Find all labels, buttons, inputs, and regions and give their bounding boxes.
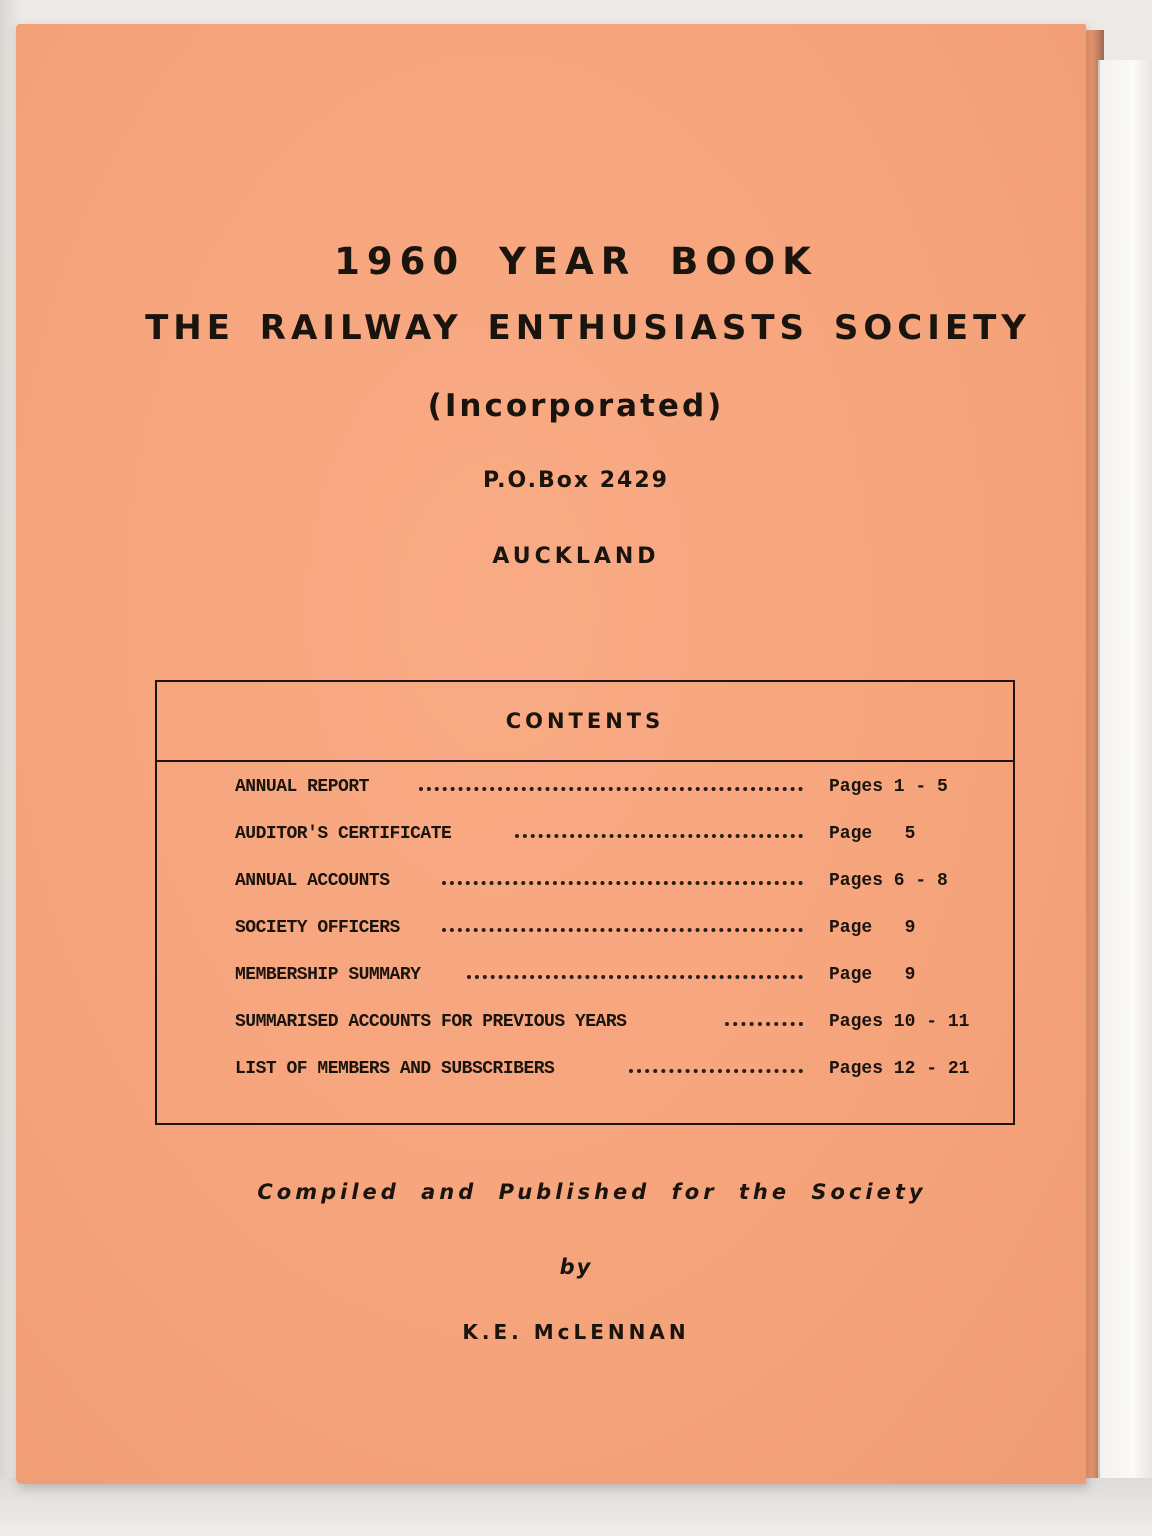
contents-box — [155, 680, 1015, 1125]
leader-dots — [467, 971, 803, 979]
entry-pages: Page 5 — [829, 824, 916, 844]
city: AUCKLAND — [492, 544, 660, 569]
incorporated-label: (Incorporated) — [427, 388, 725, 424]
surface-background — [0, 1478, 1152, 1536]
list-item — [157, 1059, 1013, 1106]
entry-label: SOCIETY OFFICERS — [235, 918, 400, 938]
entry-label: SUMMARISED ACCOUNTS FOR PREVIOUS YEARS — [235, 1012, 627, 1032]
entry-pages: Pages 12 - 21 — [829, 1059, 970, 1079]
leader-dots — [725, 1018, 803, 1026]
entry-pages: Pages 1 - 5 — [829, 777, 948, 797]
leader-dots — [442, 924, 803, 932]
author-name: K.E. McLENNAN — [462, 1320, 690, 1344]
list-item — [157, 918, 1013, 965]
leader-dots — [629, 1065, 803, 1073]
society-name: THE RAILWAY ENTHUSIASTS SOCIETY — [145, 308, 1031, 348]
entry-pages: Pages 6 - 8 — [829, 871, 948, 891]
entry-pages: Pages 10 - 11 — [829, 1012, 970, 1032]
entry-label: ANNUAL REPORT — [235, 777, 369, 797]
entry-pages: Page 9 — [829, 965, 916, 985]
list-item — [157, 1012, 1013, 1059]
entry-pages: Page 9 — [829, 918, 916, 938]
contents-heading: CONTENTS — [157, 682, 1013, 762]
contents-list — [157, 777, 1013, 1106]
list-item — [157, 824, 1013, 871]
entry-label: MEMBERSHIP SUMMARY — [235, 965, 421, 985]
leader-dots — [515, 830, 803, 838]
entry-label: ANNUAL ACCOUNTS — [235, 871, 390, 891]
page-title: 1960 YEAR BOOK — [334, 240, 818, 283]
po-box: P.O.Box 2429 — [483, 468, 669, 493]
by-label: by — [559, 1255, 593, 1279]
compiled-note: Compiled and Published for the Society — [257, 1180, 927, 1204]
list-item — [157, 777, 1013, 824]
entry-label: LIST OF MEMBERS AND SUBSCRIBERS — [235, 1059, 555, 1079]
list-item — [157, 965, 1013, 1012]
leader-dots — [442, 877, 803, 885]
leader-dots — [419, 783, 803, 791]
entry-label: AUDITOR'S CERTIFICATE — [235, 824, 452, 844]
list-item — [157, 871, 1013, 918]
